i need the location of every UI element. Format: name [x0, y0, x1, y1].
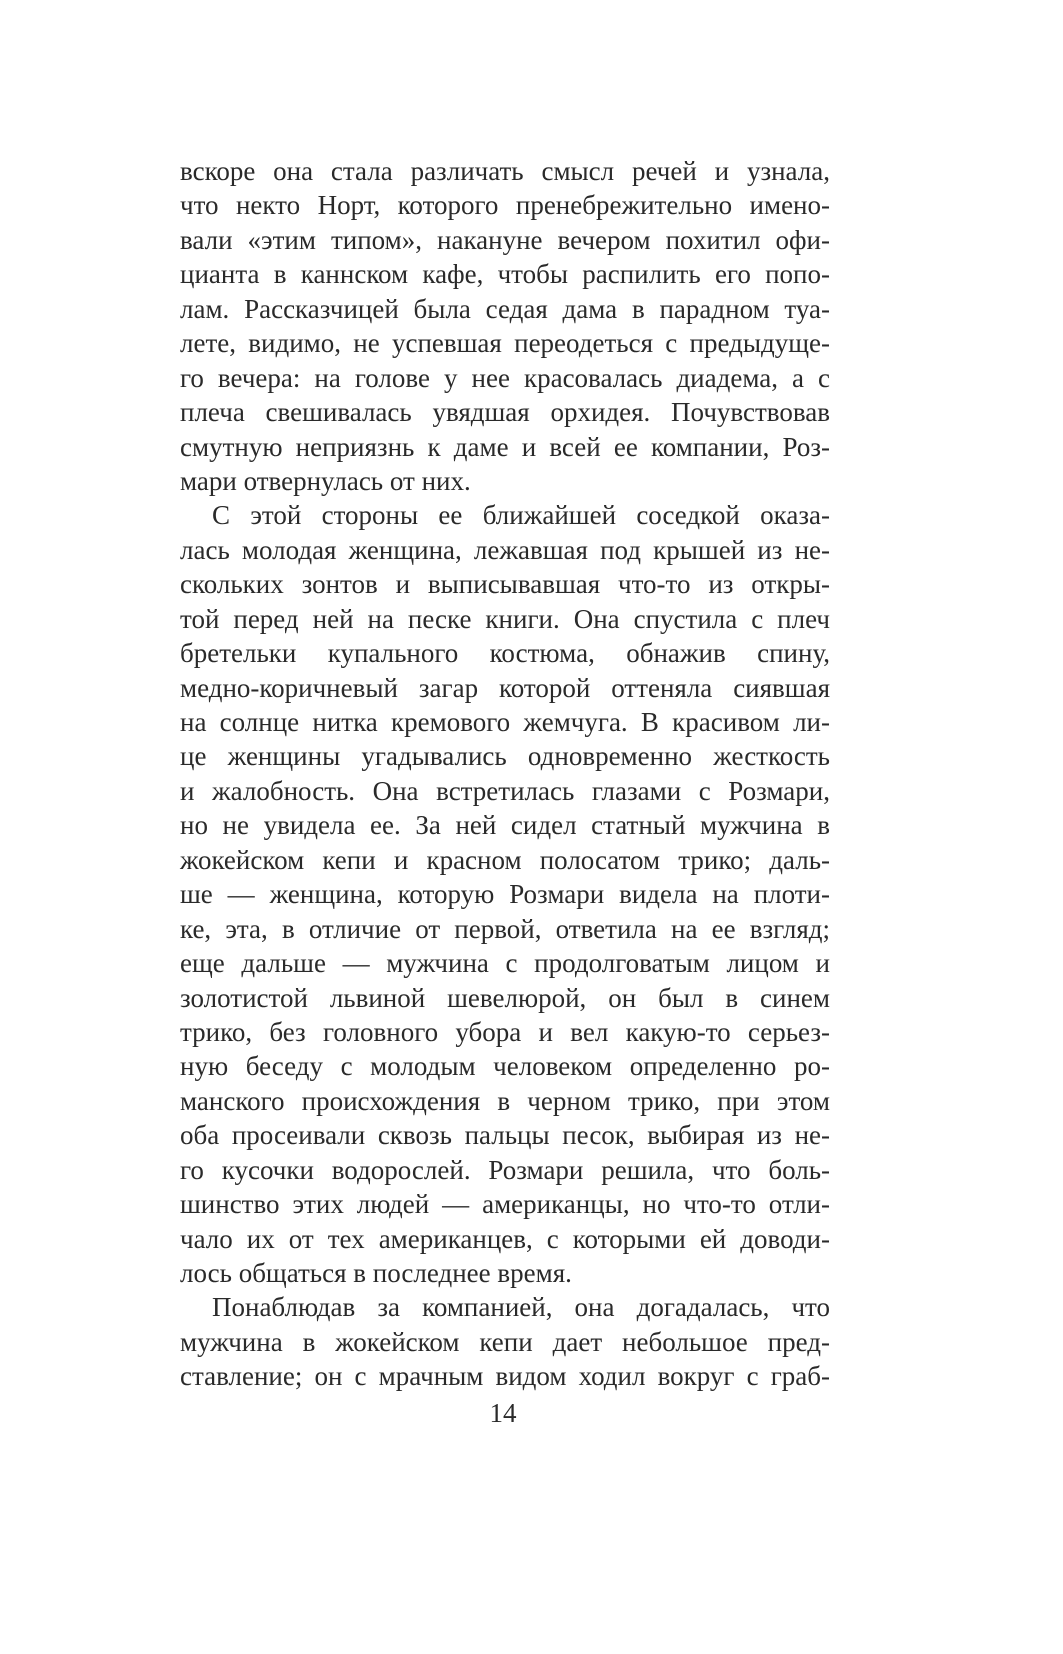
text-line: це женщины угадывались одновременно жесткость: [180, 741, 830, 772]
text-line: ше — женщина, которую Розмари видела на плоти-: [180, 879, 830, 910]
book-page-text: [180, 154, 830, 1394]
text-line: ную беседу с молодым человеком определенно ро-: [180, 1051, 830, 1082]
text-line: лось общаться в последнее время.: [180, 1258, 572, 1288]
text-line: чало их от тех американцев, с которыми ей доводи-: [180, 1223, 830, 1254]
text-line: лете, видимо, не успевшая переодеться с предыдуще-: [180, 328, 830, 359]
paragraph: [180, 1290, 830, 1393]
text-line: оба просеивали сквозь пальцы песок, выбирая из не-: [180, 1120, 830, 1151]
text-line: лась молодая женщина, лежавшая под крышей из не-: [180, 534, 830, 565]
text-line: вали «этим типом», накануне вечером похитил офи-: [180, 224, 830, 255]
text-line: мужчина в жокейском кепи дает небольшое пред-: [180, 1326, 830, 1357]
paragraph: [180, 154, 830, 498]
text-line: мари отвернулась от них.: [180, 465, 471, 496]
paragraph: [180, 498, 830, 1290]
text-line: шинство этих людей — американцы, но что-то отли-: [180, 1189, 830, 1220]
text-line: лам. Рассказчицей была седая дама в парадном туа-: [180, 293, 830, 324]
text-line: плеча свешивалась увядшая орхидея. Почувствовав: [180, 397, 830, 428]
text-line: С этой стороны ее ближайшей соседкой оказа-: [212, 500, 830, 531]
text-line: го вечера: на голове у нее красовалась диадема, а с: [180, 362, 830, 393]
text-line: еще дальше — мужчина с продолговатым лицом и: [180, 948, 830, 979]
text-line: и жалобность. Она встретилась глазами с Розмари,: [180, 775, 830, 806]
text-line: Понаблюдав за компанией, она догадалась, что: [212, 1292, 830, 1323]
text-line: цианта в каннском кафе, чтобы распилить его попо-: [180, 259, 830, 290]
text-line: жокейском кепи и красном полосатом трико; даль-: [180, 844, 830, 875]
text-line: той перед ней на песке книги. Она спустила с плеч: [180, 603, 830, 634]
text-line: смутную неприязнь к даме и всей ее компании, Роз-: [180, 431, 830, 462]
text-line: го кусочки водорослей. Розмари решила, что боль-: [180, 1154, 830, 1185]
text-line: медно-коричневый загар которой оттеняла сиявшая: [180, 672, 830, 703]
text-line: на солнце нитка кремового жемчуга. В красивом ли-: [180, 707, 830, 737]
text-line: ставление; он с мрачным видом ходил вокруг с граб-: [180, 1361, 830, 1392]
text-line: трико, без головного убора и вел какую-то серьез-: [180, 1016, 830, 1047]
text-line: манского происхождения в черном трико, при этом: [180, 1085, 830, 1116]
text-line: что некто Норт, которого пренебрежительно имено-: [180, 190, 830, 221]
text-line: но не увидела ее. За ней сидел статный мужчина в: [180, 810, 830, 841]
text-line: золотистой львиной шевелюрой, он был в синем: [180, 982, 830, 1013]
text-line: ке, эта, в отличие от первой, ответила на ее взгляд;: [180, 913, 830, 944]
text-line: бретельки купального костюма, обнажив спину,: [180, 638, 830, 669]
page-number: 14: [489, 1398, 517, 1428]
text-line: скольких зонтов и выписывавшая что-то из откры-: [180, 569, 830, 600]
text-line: вскоре она стала различать смысл речей и узнала,: [180, 156, 830, 186]
